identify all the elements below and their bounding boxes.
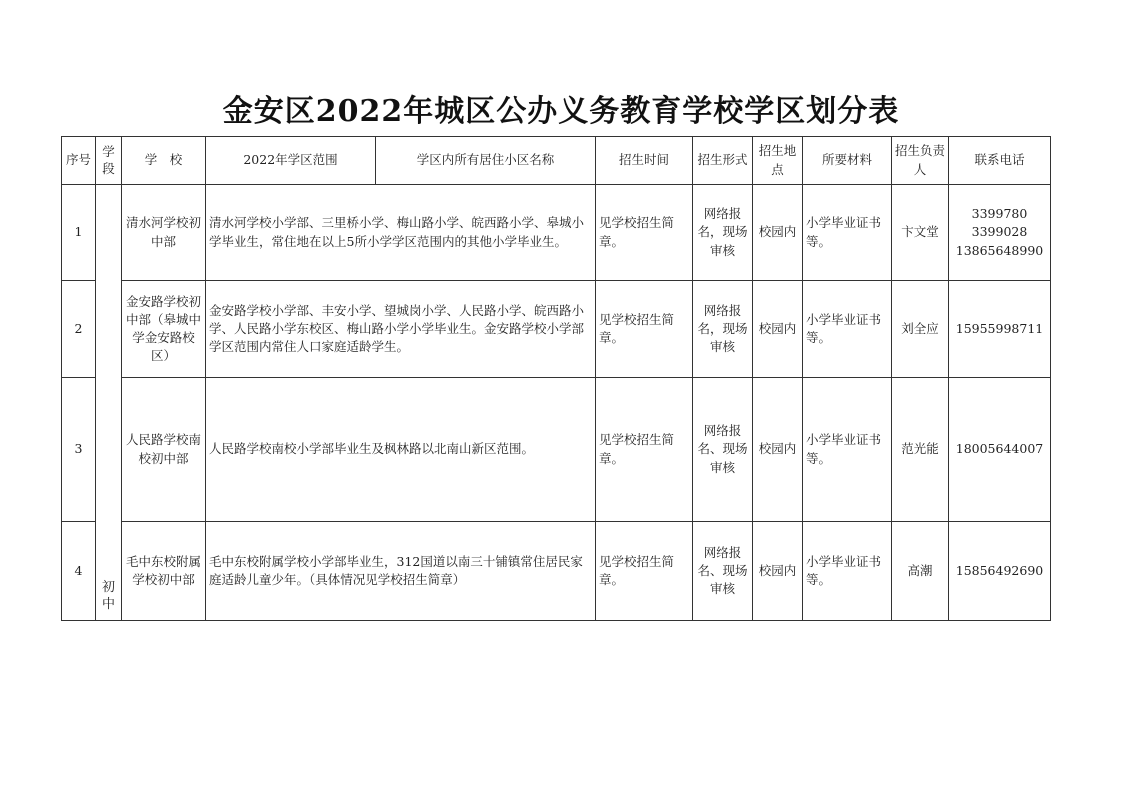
table-row	[62, 378, 1051, 522]
table-row	[62, 185, 1051, 281]
header-range: 2022年学区范围	[206, 137, 376, 185]
header-form: 招生形式	[693, 137, 753, 185]
row-seq: 1	[62, 185, 96, 281]
header-materials: 所要材料	[803, 137, 892, 185]
phone-number: 15955998711	[955, 320, 1044, 336]
row-location: 校园内	[753, 185, 803, 281]
header-stage: 学段	[96, 137, 122, 185]
header-time: 招生时间	[596, 137, 693, 185]
row-seq: 4	[62, 522, 96, 621]
row-location: 校园内	[753, 281, 803, 378]
row-school: 人民路学校南校初中部	[122, 378, 206, 522]
row-location: 校园内	[753, 378, 803, 522]
table-row	[62, 281, 1051, 378]
row-form: 网络报名、现场审核	[693, 378, 753, 522]
page-title: 金安区2022年城区公办义务教育学校学区划分表	[222, 94, 900, 129]
row-range: 金安路学校小学部、丰安小学、望城岗小学、人民路小学、皖西路小学、人民路小学东校区、梅山路小学小学毕业生。金安路学校小学部学区范围内常住人口家庭适龄学生。	[206, 281, 596, 378]
header-seq: 序号	[62, 137, 96, 185]
stage-cell	[96, 185, 122, 621]
row-school: 清水河学校初中部	[122, 185, 206, 281]
row-school: 金安路学校初中部（皋城中学金安路校区）	[122, 281, 206, 378]
header-person: 招生负责人	[892, 137, 949, 185]
row-school: 毛中东校附属学校初中部	[122, 522, 206, 621]
phone-number: 18005644007	[955, 441, 1044, 457]
row-materials: 小学毕业证书等。	[803, 281, 892, 378]
row-form: 网络报名、现场审核	[693, 522, 753, 621]
header-row	[62, 137, 1051, 185]
row-range: 人民路学校南校小学部毕业生及枫林路以北南山新区范围。	[206, 378, 596, 522]
stage-label: 初中	[101, 580, 115, 613]
row-range: 毛中东校附属学校小学部毕业生，312国道以南三十铺镇常住居民家庭适龄儿童少年。（具体情况见学校招生简章）	[206, 522, 596, 621]
phone-number: 15856492690	[955, 562, 1044, 578]
row-materials: 小学毕业证书等。	[803, 185, 892, 281]
row-person: 高潮	[892, 522, 949, 621]
row-phone	[949, 281, 1051, 378]
row-form: 网络报名，现场审核	[693, 281, 753, 378]
row-person: 卞文堂	[892, 185, 949, 281]
row-person: 范光能	[892, 378, 949, 522]
row-seq: 2	[62, 281, 96, 378]
row-phone	[949, 522, 1051, 621]
row-materials: 小学毕业证书等。	[803, 378, 892, 522]
header-communities: 学区内所有居住小区名称	[376, 137, 596, 185]
row-location: 校园内	[753, 522, 803, 621]
school-district-table	[61, 136, 1051, 621]
row-phone	[949, 185, 1051, 281]
row-time: 见学校招生简章。	[596, 378, 693, 522]
phone-number: 3399780	[971, 206, 1028, 222]
row-form: 网络报名，现场审核	[693, 185, 753, 281]
table-row	[62, 522, 1051, 621]
header-school: 学 校	[122, 137, 206, 185]
phone-number: 3399028	[971, 224, 1028, 240]
header-phone: 联系电话	[949, 137, 1051, 185]
row-time: 见学校招生简章。	[596, 522, 693, 621]
row-phone	[949, 378, 1051, 522]
row-time: 见学校招生简章。	[596, 185, 693, 281]
phone-number: 13865648990	[955, 242, 1044, 258]
row-person: 刘全应	[892, 281, 949, 378]
row-time: 见学校招生简章。	[596, 281, 693, 378]
header-location: 招生地点	[753, 137, 803, 185]
row-range: 清水河学校小学部、三里桥小学、梅山路小学、皖西路小学、皋城小学毕业生，常住地在以上5所小学学区范围内的其他小学毕业生。	[206, 185, 596, 281]
row-materials: 小学毕业证书等。	[803, 522, 892, 621]
row-seq: 3	[62, 378, 96, 522]
